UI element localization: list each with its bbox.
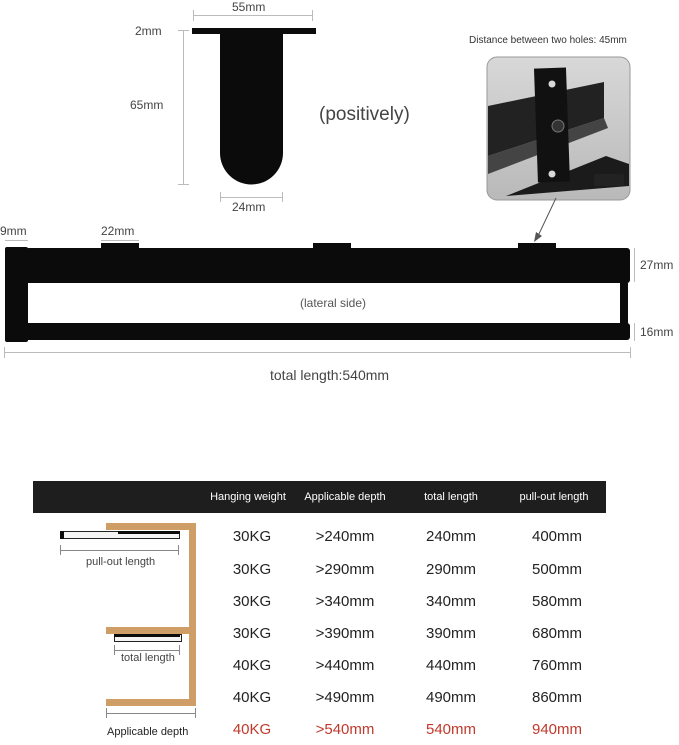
cell-pull-out-length: 400mm bbox=[531, 528, 583, 545]
total-length-legend-label: total length bbox=[121, 652, 175, 664]
cell-depth: >440mm bbox=[315, 657, 375, 674]
stem-dimension-tick-left bbox=[220, 192, 221, 202]
pull-out-tick-left bbox=[60, 545, 61, 555]
table-row bbox=[0, 657, 679, 681]
cell-pull-out-length: 940mm bbox=[531, 721, 583, 738]
header-hanging-weight: Hanging weight bbox=[210, 491, 286, 503]
stem-dimension-line bbox=[220, 197, 283, 198]
cell-total-length: 240mm bbox=[425, 528, 477, 545]
cell-total-length: 340mm bbox=[425, 593, 477, 610]
orientation-label: (positively) bbox=[319, 104, 410, 125]
callout-arrow bbox=[530, 196, 560, 246]
header-pull-out-length: pull-out length bbox=[519, 491, 589, 503]
cell-weight: 30KG bbox=[232, 528, 272, 545]
stem-dimension-tick-right bbox=[282, 192, 283, 202]
cell-pull-out-length: 500mm bbox=[531, 561, 583, 578]
height-dimension-tick-top bbox=[178, 30, 189, 31]
pull-out-dimension-line bbox=[60, 550, 179, 551]
header-total-length: total length bbox=[424, 491, 478, 503]
total-length-tick-left bbox=[4, 347, 5, 358]
table-row bbox=[0, 625, 679, 649]
depth-tick-left bbox=[106, 708, 107, 718]
cell-pull-out-length: 860mm bbox=[531, 689, 583, 706]
table-row-highlighted bbox=[0, 721, 679, 745]
retracted-rail-inner bbox=[114, 634, 180, 637]
height-dimension-tick-bottom bbox=[178, 184, 189, 185]
cabinet-top-shelf bbox=[106, 523, 196, 530]
rail-top-height-label: 27mm bbox=[640, 258, 674, 272]
cell-depth: >290mm bbox=[315, 561, 375, 578]
cell-pull-out-length: 760mm bbox=[531, 657, 583, 674]
cell-weight: 30KG bbox=[232, 561, 272, 578]
cell-weight: 30KG bbox=[232, 625, 272, 642]
extended-rail-inner bbox=[118, 531, 180, 534]
cell-weight: 40KG bbox=[232, 721, 272, 738]
cell-weight: 30KG bbox=[232, 593, 272, 610]
cell-depth: >490mm bbox=[315, 689, 375, 706]
applicable-depth-label: Applicable depth bbox=[107, 726, 189, 738]
pull-out-length-label: pull-out length bbox=[86, 556, 156, 568]
rail-end-label: 9mm bbox=[0, 224, 27, 238]
cell-total-length: 390mm bbox=[425, 625, 477, 642]
cabinet-middle-shelf bbox=[106, 627, 196, 634]
header-applicable-depth: Applicable depth bbox=[304, 491, 386, 503]
top-height-dimension-line bbox=[634, 248, 635, 282]
rail-total-length-label: total length:540mm bbox=[270, 367, 390, 383]
cell-pull-out-length: 580mm bbox=[531, 593, 583, 610]
pull-out-tick-right bbox=[178, 545, 179, 555]
rail-bottom-bar bbox=[28, 323, 630, 340]
bottom-height-dimension-line bbox=[634, 323, 635, 341]
total-tick-left bbox=[114, 645, 115, 655]
bracket-shape bbox=[190, 25, 320, 190]
cell-depth: >390mm bbox=[315, 625, 375, 642]
table-row bbox=[0, 689, 679, 713]
rail-bracket-dimension-line bbox=[101, 240, 139, 241]
table-row bbox=[0, 593, 679, 617]
bracket-width-label: 55mm bbox=[232, 0, 266, 14]
depth-tick-right bbox=[195, 708, 196, 718]
bracket-stem-label: 24mm bbox=[232, 200, 266, 214]
width-dimension-tick-right bbox=[312, 10, 313, 21]
total-dimension-line bbox=[114, 650, 180, 651]
rail-bracket-label: 22mm bbox=[101, 224, 135, 238]
rail-top-bar bbox=[28, 248, 630, 283]
cell-depth: >340mm bbox=[315, 593, 375, 610]
total-tick-right bbox=[179, 645, 180, 655]
total-length-tick-right bbox=[630, 347, 631, 358]
rail-bottom-height-label: 16mm bbox=[640, 325, 674, 339]
cell-depth: >540mm bbox=[315, 721, 375, 738]
cell-total-length: 290mm bbox=[425, 561, 477, 578]
rail-right-post bbox=[620, 283, 628, 325]
rail-end-dimension-line bbox=[5, 240, 28, 241]
bracket-thickness-label: 2mm bbox=[135, 24, 162, 38]
total-length-dimension-line bbox=[4, 352, 631, 353]
cabinet-back-wall bbox=[189, 523, 196, 706]
hole-distance-caption: Distance between two holes: 45mm bbox=[469, 35, 627, 46]
height-dimension-line bbox=[183, 30, 184, 185]
bracket-height-label: 65mm bbox=[130, 98, 164, 112]
cell-weight: 40KG bbox=[232, 657, 272, 674]
cell-weight: 40KG bbox=[232, 689, 272, 706]
cell-total-length: 440mm bbox=[425, 657, 477, 674]
rail-side-label: (lateral side) bbox=[300, 296, 367, 310]
depth-dimension-line bbox=[106, 713, 196, 714]
width-dimension-line bbox=[193, 15, 313, 16]
bracket-stem bbox=[220, 33, 283, 185]
rail-end-cap bbox=[5, 247, 28, 342]
cell-pull-out-length: 680mm bbox=[531, 625, 583, 642]
mounting-plate-photo bbox=[486, 56, 631, 201]
cell-total-length: 540mm bbox=[425, 721, 477, 738]
cell-total-length: 490mm bbox=[425, 689, 477, 706]
cabinet-bottom-shelf bbox=[106, 699, 196, 706]
width-dimension-tick-left bbox=[193, 10, 194, 21]
extended-rail-end bbox=[60, 531, 64, 539]
table-header bbox=[33, 481, 606, 513]
cell-depth: >240mm bbox=[315, 528, 375, 545]
